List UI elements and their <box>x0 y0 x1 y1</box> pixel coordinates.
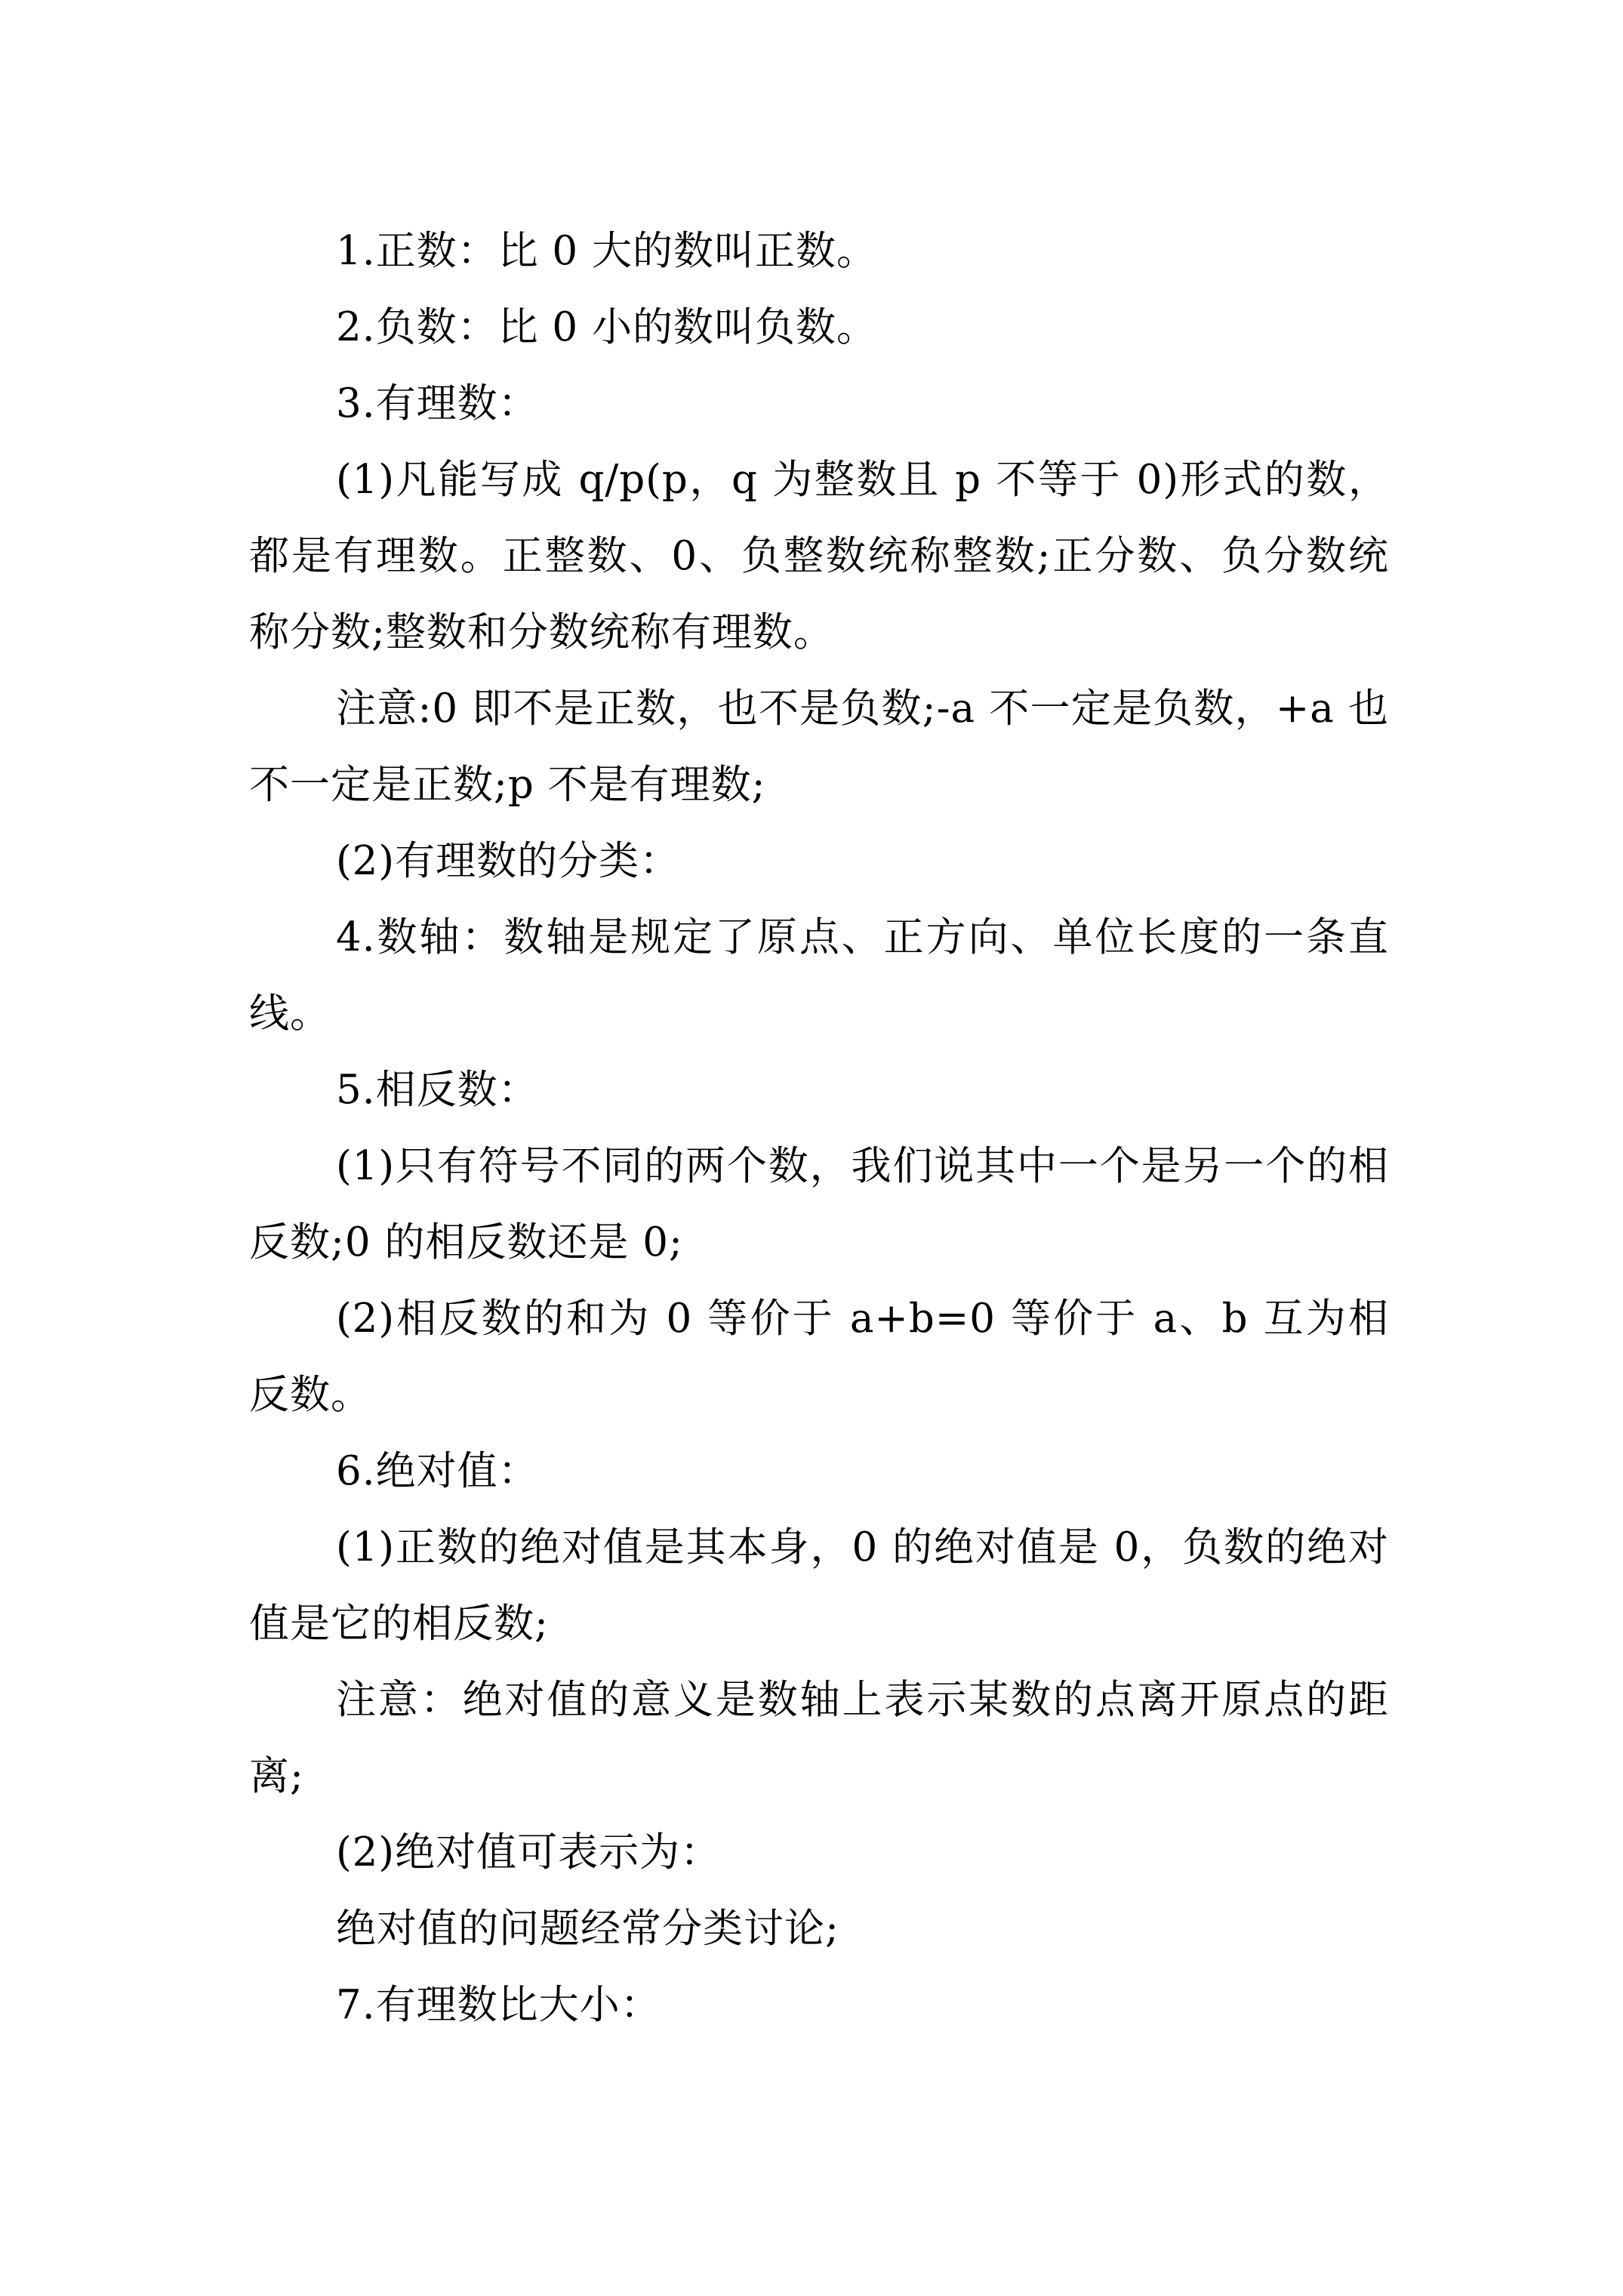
paragraph-number-line: 4.数轴：数轴是规定了原点、正方向、单位长度的一条直线。 <box>249 914 1389 1037</box>
paragraph-rational-definition: (1)凡能写成 q/p(p，q 为整数且 p 不等于 0)形式的数，都是有理数。正整数、0、负整数统称整数;正分数、负分数统称分数;整数和分数统称有理数。 <box>249 457 1389 655</box>
paragraph-rational-note: 注意:0 即不是正数，也不是负数;-a 不一定是负数，+a 也不一定是正数;p 不是有理数; <box>249 686 1389 808</box>
paragraph-absolute-note: 注意：绝对值的意义是数轴上表示某数的点离开原点的距离; <box>249 1677 1389 1799</box>
heading-opposite-number: 5.相反数： <box>336 1067 539 1113</box>
heading-absolute-value: 6.绝对值： <box>336 1448 539 1494</box>
paragraph-opposite-sum: (2)相反数的和为 0 等价于 a+b=0 等价于 a、b 互为相反数。 <box>249 1296 1389 1418</box>
document-body <box>249 213 1389 2043</box>
paragraph-absolute-expression: (2)绝对值可表示为： <box>336 1829 722 1875</box>
heading-rational-number: 3.有理数： <box>336 381 539 427</box>
heading-rational-comparison: 7.有理数比大小： <box>336 1982 661 2028</box>
paragraph-absolute-definition: (1)正数的绝对值是其本身，0 的绝对值是 0，负数的绝对值是它的相反数; <box>249 1524 1389 1647</box>
paragraph-absolute-discussion: 绝对值的问题经常分类讨论; <box>336 1906 839 1952</box>
paragraph-negative-number: 2.负数：比 0 小的数叫负数。 <box>336 304 877 350</box>
paragraph-positive-number: 1.正数：比 0 大的数叫正数。 <box>336 228 877 274</box>
paragraph-rational-classification: (2)有理数的分类： <box>336 838 681 884</box>
paragraph-opposite-definition: (1)只有符号不同的两个数，我们说其中一个是另一个的相反数;0 的相反数还是 0; <box>249 1143 1389 1265</box>
